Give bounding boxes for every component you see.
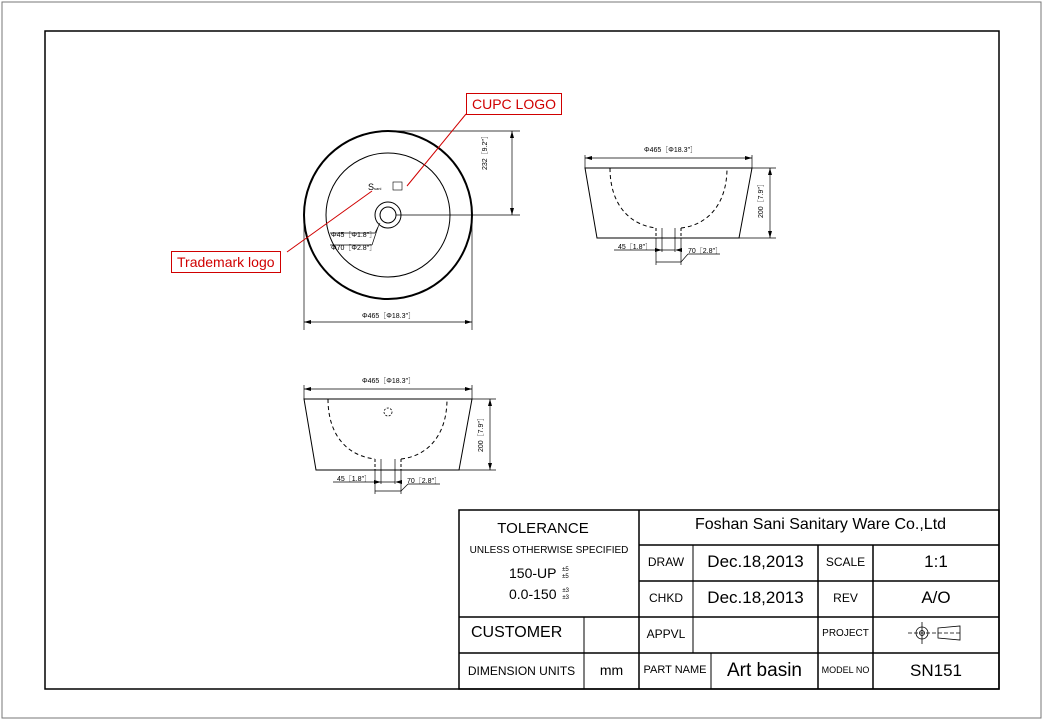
part-name-value: Art basin xyxy=(727,660,802,681)
scale-label: SCALE xyxy=(825,555,866,569)
tol-row-2 xyxy=(509,586,569,602)
overflow-hole xyxy=(384,408,392,416)
trademark-logo-callout: Trademark logo xyxy=(171,251,281,273)
tol1-range: 150-UP xyxy=(509,565,557,581)
unless-specified: UNLESS OTHERWISE SPECIFIED xyxy=(469,545,629,556)
scale-value: 1:1 xyxy=(924,552,948,571)
side-view-bottom xyxy=(304,385,496,494)
side-bottom-d70-label: 70［2.8″］ xyxy=(407,478,441,485)
top-overall-dia-label: Φ465［Φ18.3″］ xyxy=(362,313,415,320)
side-bottom-d45-label: 45［1.8″］ xyxy=(337,476,371,483)
logo-mark-small: sani xyxy=(374,186,382,191)
model-no-value: SN151 xyxy=(910,661,962,680)
trademark-logo-mark xyxy=(368,182,381,192)
drain-inner xyxy=(380,207,396,223)
tolerance-heading: TOLERANCE xyxy=(497,520,589,537)
customer-label: CUSTOMER xyxy=(471,624,563,641)
model-no-label: MODEL NO xyxy=(821,665,870,675)
offset-label: 232［9.2″］ xyxy=(482,132,489,170)
draw-date: Dec.18,2013 xyxy=(707,552,804,571)
projection-symbol xyxy=(908,622,962,644)
appvl-label: APPVL xyxy=(646,627,686,641)
project-label: PROJECT xyxy=(822,628,869,639)
rev-value: A/O xyxy=(921,588,951,607)
side-view-right xyxy=(585,155,776,265)
side-bottom-height-label: 200［7.9″］ xyxy=(478,414,485,452)
chkd-label: CHKD xyxy=(648,591,683,605)
tol2-range: 0.0-150 xyxy=(509,586,557,602)
chkd-date: Dec.18,2013 xyxy=(707,588,804,607)
basin-profile xyxy=(585,168,752,238)
side-right-height-label: 200［7.9″］ xyxy=(758,180,765,218)
logo-mark-letter: S xyxy=(368,182,375,192)
cupc-logo-callout: CUPC LOGO xyxy=(466,93,562,115)
dia70-label: Φ70［Φ2.8″］ xyxy=(331,245,377,252)
cupc-leader xyxy=(407,114,466,186)
rev-label: REV xyxy=(833,591,858,605)
cupc-logo-mark xyxy=(393,182,402,190)
tol2-plus: ±3 xyxy=(562,588,570,595)
tol-row-1 xyxy=(509,565,569,581)
tol1-plus: ±5 xyxy=(562,567,569,574)
draw-label: DRAW xyxy=(647,555,685,569)
dimension-units-label: DIMENSION UNITS xyxy=(467,664,576,678)
side-right-d45-label: 45［1.8″］ xyxy=(618,244,652,251)
part-name-label: PART NAME xyxy=(643,664,707,676)
side-bottom-dia-label: Φ465［Φ18.3″］ xyxy=(362,378,415,385)
tol1-minus: ±5 xyxy=(562,574,569,581)
company-name: Foshan Sani Sanitary Ware Co.,Ltd xyxy=(694,516,947,533)
side-right-dia-label: Φ465［Φ18.3″］ xyxy=(644,147,697,154)
dia45-label: Φ45［Φ1.8″］ xyxy=(331,232,377,239)
dimension-units-value: mm xyxy=(599,662,624,678)
tol2-minus: ±3 xyxy=(562,595,570,602)
side-right-d70-label: 70［2.8″］ xyxy=(688,248,722,255)
